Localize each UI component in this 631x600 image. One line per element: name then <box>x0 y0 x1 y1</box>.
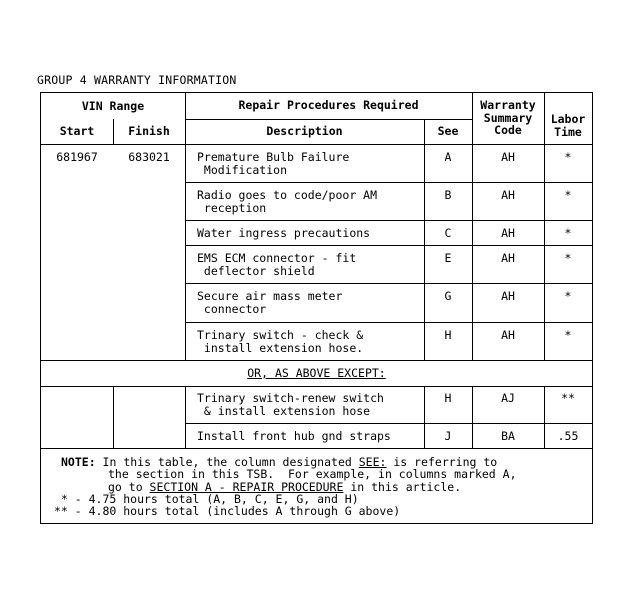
row-code: AH <box>501 188 515 202</box>
row-labor: * <box>564 289 572 303</box>
note-line-1: NOTE: In this table, the column designated SEE: is referring to <box>61 455 498 469</box>
header-labor-time: Labor Time <box>550 112 586 139</box>
warranty-table <box>40 92 593 524</box>
row-labor: * <box>564 226 572 240</box>
except-row-see: J <box>444 429 452 443</box>
row-description: Premature Bulb Failure Modification <box>197 150 350 177</box>
except-row-description: Trinary switch-renew switch & install extension hose <box>197 391 384 418</box>
row-code: AH <box>501 251 515 265</box>
row-see: H <box>444 328 452 342</box>
except-row-labor: ** <box>561 391 575 405</box>
except-row-description: Install front hub gnd straps <box>197 429 391 443</box>
page-caption: GROUP 4 WARRANTY INFORMATION <box>37 73 237 87</box>
except-row-labor: .55 <box>557 429 579 443</box>
vin-finish: 683021 <box>128 150 170 164</box>
header-warranty-code: Warranty Summary Code <box>480 98 536 137</box>
row-see: E <box>444 251 452 265</box>
note-line-3: go to SECTION A - REPAIR PROCEDURE in this article. <box>108 480 462 494</box>
row-labor: * <box>564 328 572 342</box>
note-line-4: * - 4.75 hours total (A, B, C, E, G, and H) <box>54 492 359 506</box>
row-description: Water ingress precautions <box>197 226 371 240</box>
row-description: EMS ECM connector - fit deflector shield <box>197 251 357 278</box>
row-code: AH <box>501 328 515 342</box>
row-see: A <box>444 150 452 164</box>
vin-start: 681967 <box>56 150 98 164</box>
header-start: Start <box>59 124 95 138</box>
header-description: Description <box>266 124 343 138</box>
header-see: See <box>437 124 459 138</box>
row-see: C <box>444 226 452 240</box>
header-repair-required: Repair Procedures Required <box>238 98 419 112</box>
except-row-code: BA <box>501 429 515 443</box>
note-line-5: ** - 4.80 hours total (includes A through G above) <box>54 504 401 518</box>
row-description: Trinary switch - check & install extension hose. <box>197 328 364 355</box>
note-line-2: the section in this TSB. For example, in columns marked A, <box>108 467 517 481</box>
row-labor: * <box>564 150 572 164</box>
section-a-link[interactable]: SECTION A - REPAIR PROCEDURE <box>149 480 344 494</box>
header-vin-range: VIN Range <box>81 99 145 113</box>
note-label: NOTE: <box>61 455 96 469</box>
except-label: OR, AS ABOVE EXCEPT: <box>247 366 386 380</box>
row-code: AH <box>501 150 515 164</box>
row-labor: * <box>564 251 572 265</box>
except-row-code: AJ <box>501 391 515 405</box>
row-description: Secure air mass meter connector <box>197 289 343 316</box>
row-code: AH <box>501 226 515 240</box>
row-labor: * <box>564 188 572 202</box>
see-reference: SEE: <box>358 455 387 469</box>
header-finish: Finish <box>128 124 170 138</box>
row-see: B <box>444 188 452 202</box>
row-code: AH <box>501 289 515 303</box>
row-description: Radio goes to code/poor AM reception <box>197 188 378 215</box>
row-see: G <box>444 289 452 303</box>
except-row-see: H <box>444 391 452 405</box>
